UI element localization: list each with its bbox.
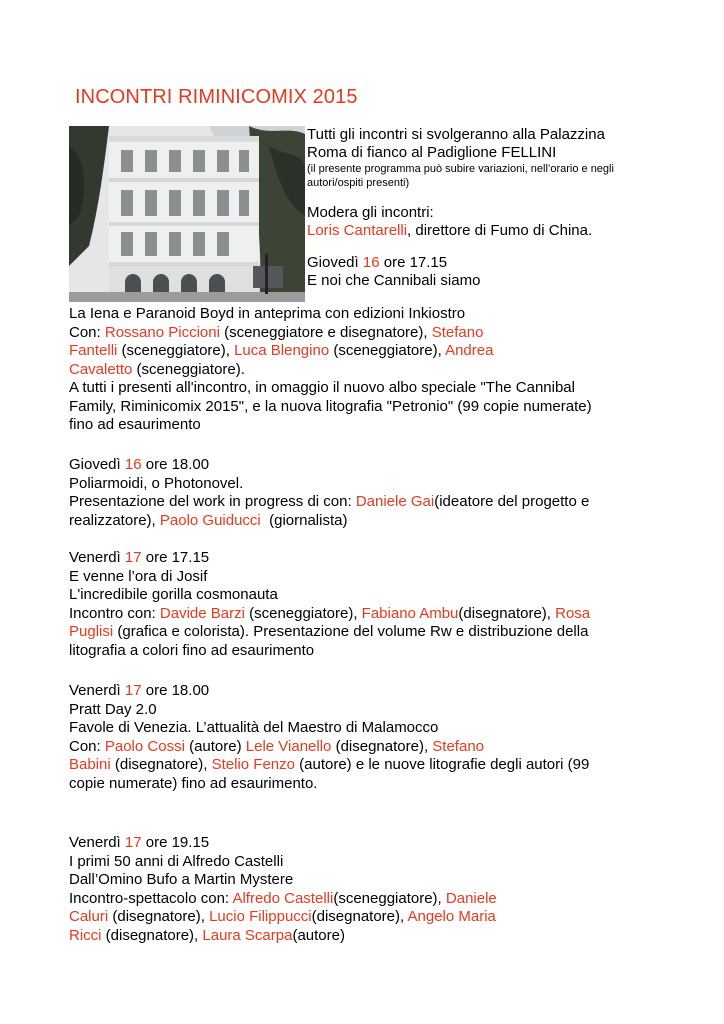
event-1-guests-line-3 [69, 361, 669, 380]
guest-name: Babini [69, 756, 111, 773]
event-2-datetime [69, 456, 669, 475]
guest-name: Daniele [445, 889, 497, 907]
guest-name: Caluri [69, 908, 109, 925]
guest-name: Alfredo Castelli [232, 889, 334, 907]
guest-role: (disegnatore), [110, 756, 212, 773]
guest-role: (autore) e le nuove litografie degli autori (99 [294, 756, 590, 773]
guest-role: (sceneggiatore), [117, 342, 235, 359]
palazzina-photo [69, 126, 305, 302]
guest-role: realizzatore), [69, 511, 160, 529]
guest-role: (sceneggiatore e disegnatore), [219, 323, 432, 341]
event-5-title: I primi 50 anni di Alfredo Castelli [69, 852, 284, 870]
event-4-date: 17 [124, 682, 142, 699]
event-4-guests-line-1 [69, 738, 669, 757]
guest-name: Andrea [445, 342, 494, 359]
event-3-date: 17 [124, 549, 142, 566]
event-2-time: ore 18.00 [141, 456, 210, 473]
guest-name: Rossano Piccioni [104, 323, 220, 341]
event-2 [69, 456, 669, 530]
event-1-desc-2: Family, Riminicomix 2015", e la nuova litografia "Petronio" (99 copie numerate) [69, 397, 592, 415]
intro-line-2: Roma di fianco al Padiglione FELLINI [307, 144, 557, 161]
moderator-role: , direttore di Fumo di China. [407, 222, 593, 239]
event-1-desc-3: fino ad esaurimento [69, 416, 201, 433]
event-5-day: Venerdì [69, 834, 125, 851]
guest-role: (sceneggiatore). [132, 360, 245, 378]
guest-name: Fantelli [69, 342, 118, 359]
event-1-title: E noi che Cannibali siamo [307, 272, 481, 289]
moderator-line [307, 222, 657, 240]
event-3-desc: litografia a colori fino ad esaurimento [69, 641, 315, 659]
guest-role: (disegnatore), [108, 908, 210, 925]
guest-name: Cavaletto [69, 360, 133, 378]
event-1-time: ore 17.15 [379, 254, 448, 271]
event-2-guests-line-1 [69, 493, 669, 512]
event-1-day: Giovedì [307, 254, 363, 271]
guest-name: Lele Vianello [245, 737, 332, 755]
guest-name: Fabiano Ambu [361, 604, 459, 622]
guest-name: Puglisi [69, 623, 114, 640]
intro-note-1: (il presente programma può subire variazioni, nell’orario e negli [307, 163, 614, 175]
guest-role: (disegnatore), [311, 908, 408, 925]
guest-name: Davide Barzi [159, 604, 245, 622]
moderator-label: Modera gli incontri: [307, 204, 434, 221]
guests-label: Incontro con: [69, 604, 160, 622]
event-4-datetime [69, 682, 669, 701]
event-1-desc-1: A tutti i presenti all'incontro, in omaggio il nuovo albo speciale "The Cannibal [69, 379, 575, 396]
event-1-date: 16 [362, 254, 380, 271]
event-1-guests-line-2 [69, 342, 669, 361]
event-5-guests-line-1 [69, 890, 669, 909]
event-4 [69, 682, 669, 793]
event-1-subtitle: La Iena e Paranoid Boyd in anteprima con edizioni Inkiostro [69, 305, 466, 322]
guest-role: (autore) [184, 737, 246, 755]
event-2-guests-line-2 [69, 512, 669, 531]
event-4-time: ore 18.00 [141, 682, 210, 699]
event-4-guests-line-2 [69, 756, 669, 775]
event-3-day: Venerdì [69, 549, 125, 566]
page-title: INCONTRI RIMINICOMIX 2015 [75, 86, 358, 108]
guests-label: Incontro-spettacolo con: [69, 889, 233, 907]
guest-role: (sceneggiatore), [333, 889, 446, 907]
event-5-datetime [69, 834, 669, 853]
guest-role: (disegnatore), [331, 737, 433, 755]
guest-name: Lucio Filippucci [209, 908, 312, 925]
event-1-datetime [307, 254, 657, 272]
guest-role: (ideatore del progetto e [434, 493, 590, 510]
event-3-guests-line-2 [69, 623, 669, 642]
event-4-subtitle: Favole di Venezia. L’attualità del Maestro di Malamocco [69, 719, 439, 736]
building-photo-illustration [69, 126, 305, 302]
con-label: Con: [69, 737, 105, 755]
guest-role: (disegnatore), [101, 926, 203, 944]
event-4-day: Venerdì [69, 682, 125, 699]
guest-role: (giornalista) [260, 511, 348, 529]
event-2-day: Giovedì [69, 456, 125, 473]
guest-name: Paolo Guiducci [159, 511, 261, 529]
event-4-desc: copie numerate) fino ad esaurimento. [69, 774, 318, 792]
event-5 [69, 834, 669, 945]
event-2-date: 16 [124, 456, 142, 473]
guest-name: Rosa [555, 604, 591, 622]
guest-role: (sceneggiatore), [329, 342, 446, 359]
event-3-datetime [69, 549, 669, 568]
guest-role: (autore) [292, 926, 345, 944]
event-5-guests-line-3 [69, 927, 669, 946]
guest-role: (disegnatore), [458, 604, 556, 622]
moderator-name: Loris Cantarelli [307, 222, 408, 239]
guest-name: Stefano [431, 323, 484, 341]
event-2-title: Poliarmoidi, o Photonovel. [69, 474, 244, 492]
guest-name: Luca Blengino [234, 342, 330, 359]
event-3 [69, 549, 669, 660]
intro-block [307, 126, 657, 290]
guest-role: (sceneggiatore), [244, 604, 362, 622]
guest-role: (grafica e colorista). Presentazione del volume Rw e distribuzione della [113, 623, 589, 640]
guest-name: Laura Scarpa [202, 926, 293, 944]
event-4-title: Pratt Day 2.0 [69, 700, 157, 718]
event-5-guests-line-2 [69, 908, 669, 927]
guest-name: Ricci [69, 926, 102, 944]
intro-line-1: Tutti gli incontri si svolgeranno alla Palazzina [307, 126, 605, 143]
guest-name: Stefano [432, 737, 485, 755]
con-label: Con: [69, 323, 105, 341]
event-5-date: 17 [124, 834, 142, 851]
event-5-subtitle: Dall’Omino Bufo a Martin Mystere [69, 871, 294, 888]
event-3-time: ore 17.15 [141, 549, 210, 566]
guest-name: Stelio Fenzo [211, 756, 295, 773]
event-1-guests-line-1 [69, 324, 669, 343]
event-3-title: E venne l’ora di Josif [69, 567, 208, 585]
event-1 [69, 305, 669, 435]
guests-label: Presentazione del work in progress di con: [69, 493, 356, 510]
event-5-time: ore 19.15 [141, 834, 210, 851]
guest-name: Daniele Gai [355, 493, 435, 510]
event-3-guests-line-1 [69, 605, 669, 624]
event-3-subtitle: L'incredibile gorilla cosmonauta [69, 586, 278, 603]
intro-note-2: autori/ospiti presenti) [307, 177, 410, 189]
guest-name: Angelo Maria [407, 908, 496, 925]
guest-name: Paolo Cossi [104, 737, 185, 755]
